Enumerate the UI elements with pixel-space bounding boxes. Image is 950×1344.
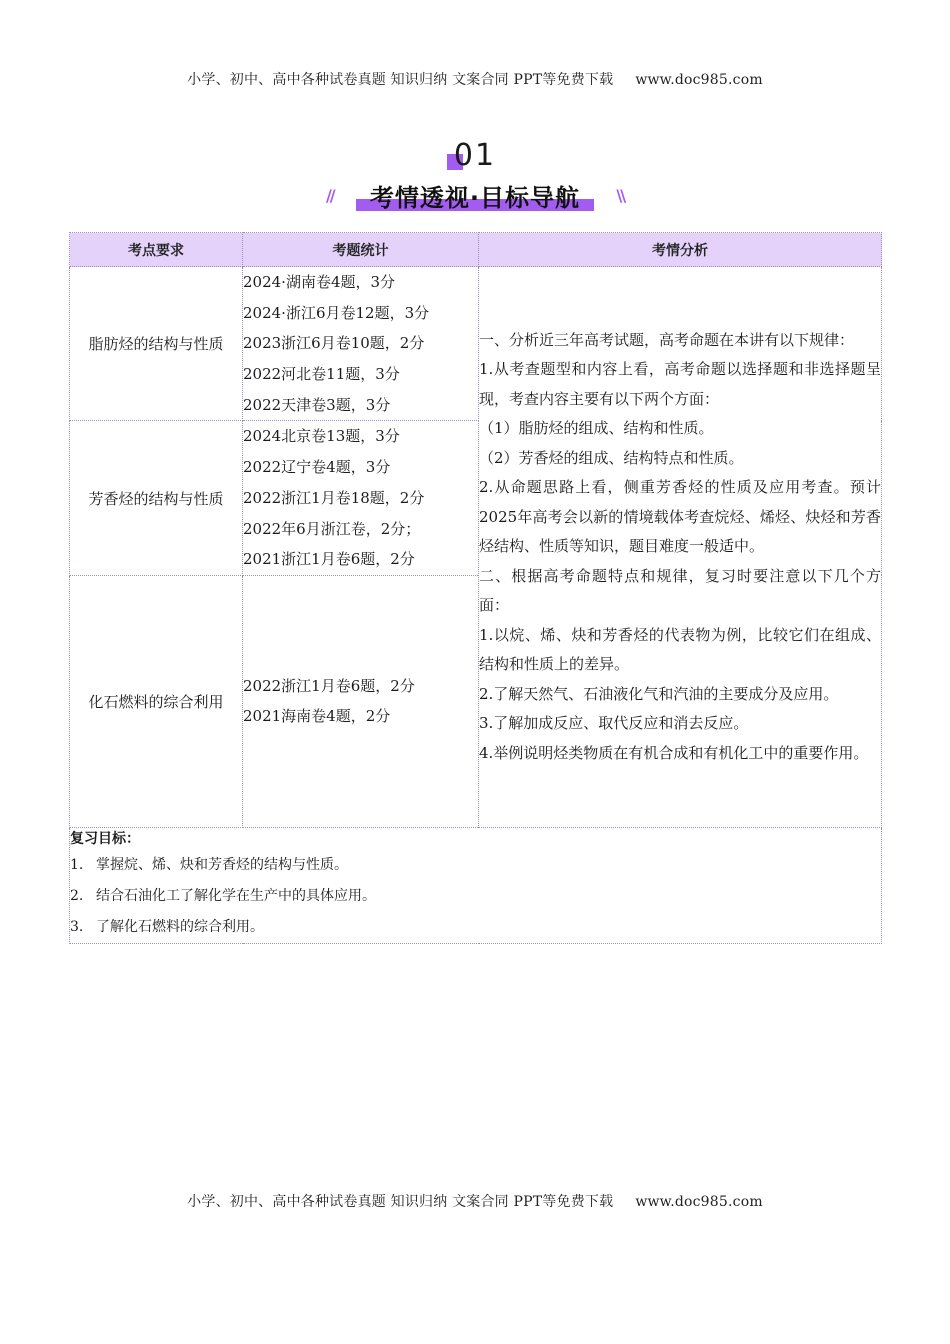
analysis-paragraph: 一、分析近三年高考试题，高考命题在本讲有以下规律： — [479, 330, 855, 349]
header-text: 小学、初中、高中各种试卷真题 知识归纳 文案合同 PPT等免费下载 — [187, 72, 614, 88]
analysis-paragraph: 2.了解天然气、石油液化气和汽油的主要成分及应用。 — [479, 684, 839, 703]
stat-line: 2024北京卷13题，3分 — [243, 427, 400, 446]
analysis-cell — [479, 267, 882, 828]
stat-line: 2022辽宁卷4题，3分 — [243, 458, 391, 477]
goal-text: 了解化石燃料的综合利用。 — [96, 918, 264, 935]
table-row — [70, 267, 882, 421]
page-footer — [0, 1191, 950, 1211]
section-title-banner — [0, 178, 950, 213]
analysis-paragraph: 1.以烷、烯、炔和芳香烃的代表物为例，比较它们在组成、结构和性质上的差异。 — [479, 625, 881, 674]
slash-decoration-left: // — [325, 186, 334, 205]
analysis-paragraph: 2.从命题思路上看，侧重芳香烃的性质及应用考查。预计2025年高考会以新的情境载体考查烷烃、烯烃、炔烃和芳香烃结构、性质等知识，题目难度一般适中。 — [479, 478, 881, 556]
analysis-paragraph: 3.了解加成反应、取代反应和消去反应。 — [479, 714, 749, 733]
page-header — [0, 69, 950, 89]
topic-cell: 化石燃料的综合利用 — [70, 575, 243, 827]
header-cell-requirements: 考点要求 — [70, 233, 243, 267]
stats-cell — [243, 267, 479, 421]
analysis-paragraph: 1.从考查题型和内容上看，高考命题以选择题和非选择题呈现，考查内容主要有以下两个方面： — [479, 360, 881, 408]
stat-line: 2023浙江6月卷10题，2分 — [243, 334, 425, 353]
stats-cell — [243, 421, 479, 575]
stat-line: 2024·湖南卷4题，3分 — [243, 273, 396, 291]
section-number: 01 — [453, 138, 497, 173]
section-number-badge — [0, 138, 950, 178]
review-goals-cell — [70, 827, 882, 943]
goal-text: 掌握烷、烯、炔和芳香烃的结构与性质。 — [96, 856, 348, 873]
footer-text: 小学、初中、高中各种试卷真题 知识归纳 文案合同 PPT等免费下载 — [187, 1194, 614, 1210]
stat-line: 2022浙江1月卷6题，2分 — [243, 676, 415, 695]
topic-cell: 芳香烃的结构与性质 — [70, 421, 243, 575]
goals-row — [70, 827, 882, 943]
stat-line: 2022年6月浙江卷，2分； — [243, 519, 421, 538]
stats-cell — [243, 575, 479, 827]
analysis-paragraph: 二、根据高考命题特点和规律，复习时要注意以下几个方面： — [479, 566, 881, 615]
header-cell-statistics: 考题统计 — [243, 233, 479, 267]
analysis-paragraph: （2）芳香烃的组成、结构特点和性质。 — [479, 448, 744, 467]
goal-text: 结合石油化工了解化学在生产中的具体应用。 — [96, 887, 376, 904]
stat-line: 2024·浙江6月卷12题，3分 — [243, 303, 430, 322]
analysis-paragraph: （1）脂肪烃的组成、结构和性质。 — [479, 419, 714, 438]
header-url[interactable]: www.doc985.com — [635, 72, 763, 88]
goal-item — [70, 881, 881, 912]
goal-item — [70, 912, 881, 943]
header-cell-analysis: 考情分析 — [479, 233, 882, 267]
analysis-paragraph: 4.举例说明烃类物质在有机合成和有机化工中的重要作用。 — [479, 743, 869, 762]
stat-line: 2022浙江1月卷18题，2分 — [243, 488, 425, 507]
goal-number: 2. — [70, 887, 84, 904]
exam-analysis-table — [69, 232, 882, 944]
topic-cell: 脂肪烃的结构与性质 — [70, 267, 243, 421]
slash-decoration-right: \\ — [616, 186, 625, 205]
stat-line: 2022河北卷11题，3分 — [243, 365, 400, 384]
stat-line: 2021海南卷4题，2分 — [243, 707, 391, 726]
goal-number: 1. — [70, 856, 84, 873]
goal-number: 3. — [70, 918, 84, 935]
table-header-row — [70, 233, 882, 267]
section-title: 考情透视·目标导航 — [369, 184, 581, 212]
goal-item — [70, 850, 881, 881]
stat-line: 2022天津卷3题，3分 — [243, 395, 391, 414]
footer-url[interactable]: www.doc985.com — [635, 1194, 763, 1210]
stat-line: 2021浙江1月卷6题，2分 — [243, 550, 415, 569]
goals-title: 复习目标： — [70, 830, 140, 847]
